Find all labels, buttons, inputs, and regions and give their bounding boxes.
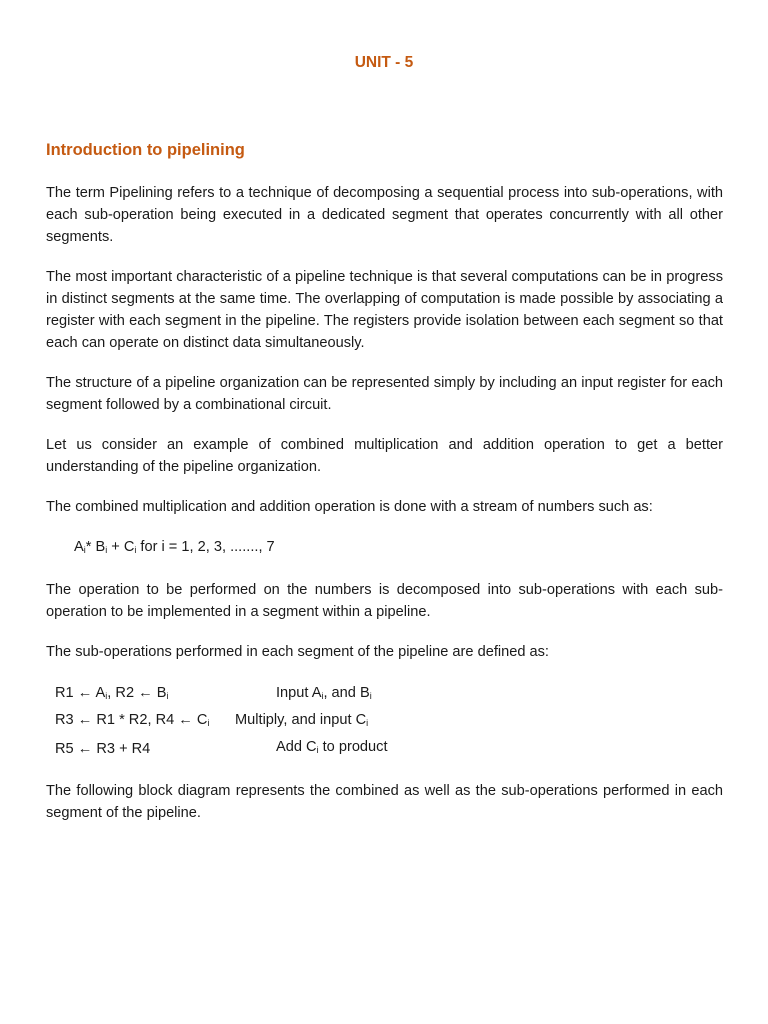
formula-sub-c: i (134, 545, 137, 555)
formula-a: A (74, 539, 84, 555)
paragraph-1: The term Pipelining refers to a technique of decomposing a sequential process into sub-operations, with each sub-operation being executed in a dedicated segment that operates concurrently with all other segments. (46, 185, 723, 245)
formula-b: * B (85, 539, 106, 555)
unit-title: UNIT - 5 (354, 54, 414, 71)
formula-range: for i = 1, 2, 3, ......., 7 (136, 539, 275, 555)
paragraph-5: The combined multiplication and addition operation is done with a stream of numbers such as: (46, 499, 653, 515)
operation-description: Input $A_i$, and $B_i$ (276, 685, 372, 701)
formula (74, 536, 723, 561)
formula-c: + C (107, 539, 135, 555)
operation-row-3 (46, 735, 723, 762)
operations-list (46, 681, 723, 762)
operation-register: R5 ← R3 + R4 (55, 740, 151, 757)
operation-register: R3 ← R1 * R2, R4 ← $C_i$ (55, 712, 210, 728)
operation-row-1 (46, 681, 723, 708)
operation-row-2 (46, 708, 723, 735)
paragraph-6: The operation to be performed on the numbers is decomposed into sub-operations with each sub-operation to be implemented in a segment within a pipeline. (46, 582, 723, 620)
section-heading: Introduction to pipelining (46, 141, 245, 159)
paragraph-7: The sub-operations performed in each segment of the pipeline are defined as: (46, 644, 549, 660)
operation-description: Add $C_i$ to product (276, 739, 388, 755)
operation-description: Multiply, and input $C_i$ (235, 712, 369, 728)
paragraph-3: The structure of a pipeline organization can be represented simply by including an input register for each segment followed by a combinational circuit. (46, 375, 723, 413)
document-body (46, 182, 723, 824)
operation-register: R1 ← $A_i$, R2 ← $B_i$ (55, 685, 169, 701)
paragraph-closing: The following block diagram represents the combined as well as the sub-operations performed in each segment of the pipeline. (46, 783, 723, 821)
formula-sub-a: i (83, 545, 86, 555)
paragraph-2: The most important characteristic of a pipeline technique is that several computations can be in progress in distinct segments at the same time. The overlapping of computation is made possible by associating a register with each segment in the pipeline. The registers provide isolation between each segment so that each can operate on distinct data simultaneously. (46, 269, 723, 351)
formula-sub-b: i (105, 545, 108, 555)
paragraph-4: Let us consider an example of combined multiplication and addition operation to get a better understanding of the pipeline organization. (46, 437, 723, 475)
